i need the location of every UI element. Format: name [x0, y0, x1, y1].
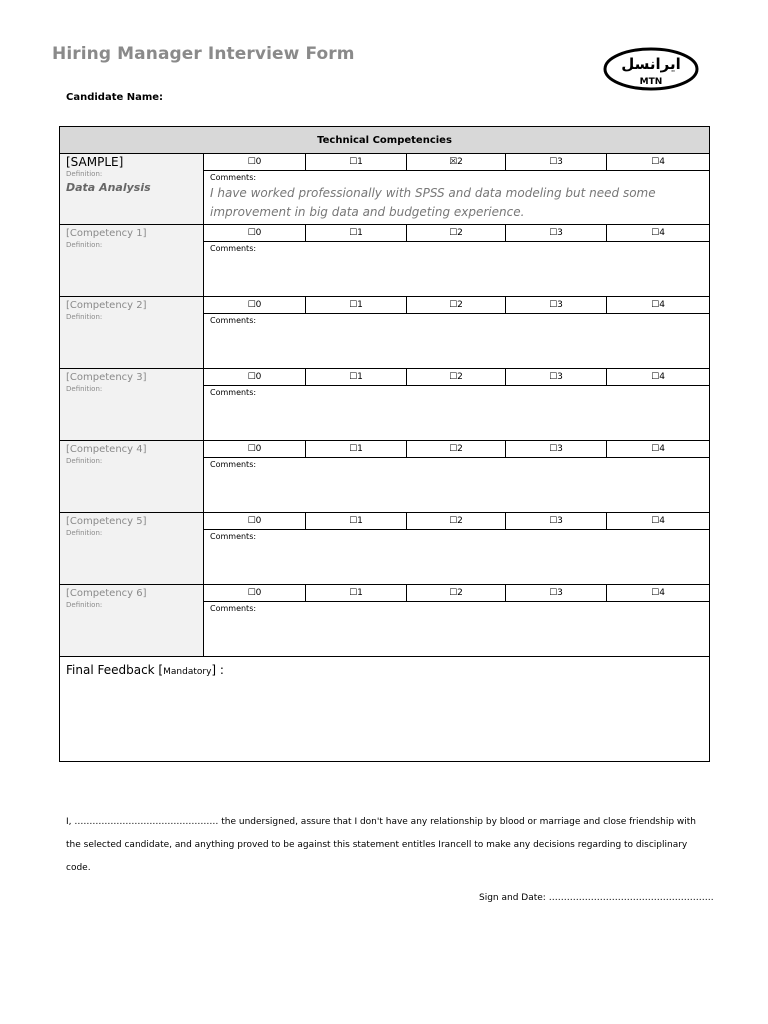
logo-fa-text: ایرانسل [621, 55, 681, 73]
competency-2-rating-4-checkbox[interactable]: ☐4 [607, 297, 710, 314]
competency-4-rating-0-checkbox[interactable]: ☐0 [204, 441, 306, 458]
competency-5-rating-1-checkbox[interactable]: ☐1 [306, 513, 407, 530]
candidate-name-label: Candidate Name: [66, 92, 164, 103]
definition-label: Definition: [66, 170, 103, 178]
competency-1-rating-1-checkbox[interactable]: ☐1 [306, 225, 407, 242]
competency-3-info [60, 369, 204, 441]
competency-2-rating-3-checkbox[interactable]: ☐3 [506, 297, 607, 314]
form-title: Hiring Manager Interview Form [52, 44, 355, 64]
competency-2-rating-1-checkbox[interactable]: ☐1 [306, 297, 407, 314]
competency-6-comments-field[interactable] [204, 602, 710, 657]
competency-5-rating-2-checkbox[interactable]: ☐2 [407, 513, 506, 530]
sample-info [60, 154, 204, 225]
competency-6-rating-0-checkbox[interactable]: ☐0 [204, 585, 306, 602]
competency-1-rating-3-checkbox[interactable]: ☐3 [506, 225, 607, 242]
competency-4-info [60, 441, 204, 513]
competency-5-rating-4-checkbox[interactable]: ☐4 [607, 513, 710, 530]
competency-6-rating-4-checkbox[interactable]: ☐4 [607, 585, 710, 602]
competency-1-comments-field[interactable] [204, 242, 710, 297]
competency-6-info [60, 585, 204, 657]
competency-4-rating-4-checkbox[interactable]: ☐4 [607, 441, 710, 458]
competency-6-rating-1-checkbox[interactable]: ☐1 [306, 585, 407, 602]
definition-label: Definition: [66, 313, 103, 321]
logo-en-text: MTN [639, 77, 663, 87]
competency-4-rating-2-checkbox[interactable]: ☐2 [407, 441, 506, 458]
comments-label: Comments: [210, 532, 257, 541]
competency-2-comments-field[interactable] [204, 314, 710, 369]
competency-1-rating-0-checkbox[interactable]: ☐0 [204, 225, 306, 242]
definition-label: Definition: [66, 385, 103, 393]
sample-rating-4-checkbox[interactable]: ☐4 [607, 154, 710, 171]
definition-label: Definition: [66, 457, 103, 465]
comments-label: Comments: [210, 388, 257, 397]
sample-comments-field[interactable] [204, 171, 710, 225]
competency-1-name: [Competency 1] [66, 228, 147, 239]
sample-rating-2-checkbox[interactable]: ☒2 [407, 154, 506, 171]
sample-rating-1-checkbox[interactable]: ☐1 [306, 154, 407, 171]
mtn-irancell-logo [603, 47, 699, 91]
final-feedback-field[interactable] [60, 657, 710, 762]
competency-4-rating-1-checkbox[interactable]: ☐1 [306, 441, 407, 458]
sample-rating-0-checkbox[interactable]: ☐0 [204, 154, 306, 171]
competency-3-rating-0-checkbox[interactable]: ☐0 [204, 369, 306, 386]
sample-rating-3-checkbox[interactable]: ☐3 [506, 154, 607, 171]
competency-6-name: [Competency 6] [66, 588, 147, 599]
competency-5-rating-0-checkbox[interactable]: ☐0 [204, 513, 306, 530]
competency-6-rating-2-checkbox[interactable]: ☐2 [407, 585, 506, 602]
competency-table [59, 126, 710, 762]
competency-4-name: [Competency 4] [66, 444, 147, 455]
competency-5-rating-3-checkbox[interactable]: ☐3 [506, 513, 607, 530]
mandatory-tag: Mandatory [163, 667, 212, 677]
competency-5-info [60, 513, 204, 585]
competency-4-comments-field[interactable] [204, 458, 710, 513]
table-header: Technical Competencies [60, 127, 710, 154]
comments-label: Comments: [210, 316, 257, 325]
competency-6-rating-3-checkbox[interactable]: ☐3 [506, 585, 607, 602]
competency-2-name: [Competency 2] [66, 300, 147, 311]
comments-label: Comments: [210, 173, 257, 182]
competency-1-rating-2-checkbox[interactable]: ☐2 [407, 225, 506, 242]
competency-5-name: [Competency 5] [66, 516, 147, 527]
comments-label: Comments: [210, 244, 257, 253]
competency-3-rating-2-checkbox[interactable]: ☐2 [407, 369, 506, 386]
competency-3-rating-4-checkbox[interactable]: ☐4 [607, 369, 710, 386]
competency-3-comments-field[interactable] [204, 386, 710, 441]
competency-3-rating-3-checkbox[interactable]: ☐3 [506, 369, 607, 386]
final-feedback-label: Final Feedback [Mandatory] : [66, 663, 224, 677]
declaration-text: I, ………………………………………… the undersigned, assure that I don't have any relationship by blood or marriage and close friendship with the selected candidate, and anything proved to be against this statement entitles Irancell to make any decisions regarding to disciplinary code. [66, 817, 696, 873]
competency-3-rating-1-checkbox[interactable]: ☐1 [306, 369, 407, 386]
competency-2-rating-2-checkbox[interactable]: ☐2 [407, 297, 506, 314]
definition-label: Definition: [66, 529, 103, 537]
competency-5-comments-field[interactable] [204, 530, 710, 585]
competency-2-info [60, 297, 204, 369]
competency-2-rating-0-checkbox[interactable]: ☐0 [204, 297, 306, 314]
definition-label: Definition: [66, 241, 103, 249]
sample-definition: Data Analysis [66, 181, 151, 194]
sample-name: [SAMPLE] [66, 155, 124, 169]
competency-3-name: [Competency 3] [66, 372, 147, 383]
comments-label: Comments: [210, 460, 257, 469]
competency-1-rating-4-checkbox[interactable]: ☐4 [607, 225, 710, 242]
comments-label: Comments: [210, 604, 257, 613]
definition-label: Definition: [66, 601, 103, 609]
competency-1-info [60, 225, 204, 297]
sign-and-date: Sign and Date: ………………………………………………. [479, 893, 714, 903]
competency-4-rating-3-checkbox[interactable]: ☐3 [506, 441, 607, 458]
sample-comment-text: I have worked professionally with SPSS and data modeling but need some improvement in big data and budgeting experience. [210, 186, 656, 219]
